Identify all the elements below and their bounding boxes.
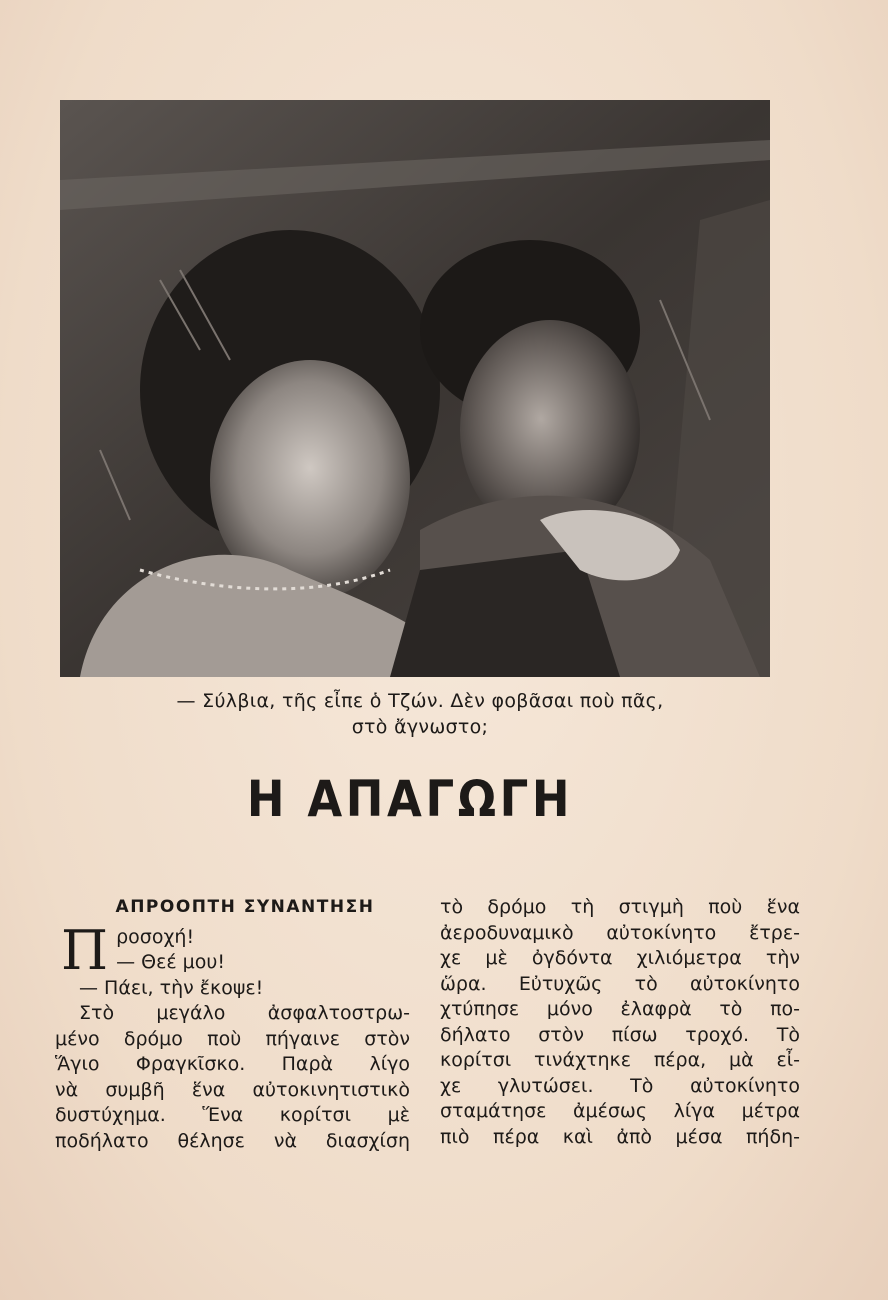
section-subheading: ΑΠΡΟΟΠΤΗ ΣΥΝΑΝΤΗΣΗ [115,897,375,917]
text-line: κορίτσι τινάχτηκε πέρα, μὰ εἶ- [440,1049,800,1071]
illustration-caption [100,688,740,740]
chapter-title: Η ΑΠΑΓΩΓΗ [246,770,574,828]
text-line: δυστύχημα. Ἕνα κορίτσι μὲ [55,1104,410,1126]
text-column-right [440,895,800,1150]
text-line: — Πάει, τὴν ἔκοψε! [79,976,264,999]
text-line: χε γλυτώσει. Τὸ αὐτοκίνητο [440,1074,800,1097]
text-line: τὸ δρόμο τὴ στιγμὴ ποὺ ἕνα [440,896,800,918]
text-line: ὥρα. Εὐτυχῶς τὸ αὐτοκίνητο [440,972,800,995]
text-line: ἀεροδυναμικὸ αὐτοκίνητο ἔτρε- [440,921,800,944]
text-line: δήλατο στὸν πίσω τροχό. Τὸ [440,1023,800,1046]
story-illustration [60,100,770,677]
text-line: μένο δρόμο ποὺ πήγαινε στὸν [55,1027,410,1050]
drop-cap: Π [61,918,109,982]
caption-line: — Σύλβια, τῆς εἶπε ὁ Τζών. Δὲν φοβᾶσαι ποὺ πᾶς, [176,690,664,712]
text-line: Ἅγιο Φραγκῖσκο. Παρὰ λίγο [55,1053,410,1075]
text-line: χτύπησε μόνο ἐλαφρὰ τὸ πο- [440,998,800,1020]
text-line: χε μὲ ὀγδόντα χιλιόμετρα τὴν [440,947,800,969]
text-line: ροσοχή! [116,925,195,948]
text-line: πιὸ πέρα καὶ ἀπὸ μέσα πήδη- [440,1125,800,1148]
text-line: Στὸ μεγάλο ἀσφαλτοστρω- [79,1002,410,1024]
text-line: ποδήλατο θέλησε νὰ διασχίση [55,1129,410,1152]
text-line: — Θεέ μου! [116,951,225,973]
caption-line: στὸ ἄγνωστο; [351,716,489,738]
text-line: νὰ συμβῆ ἕνα αὐτοκινητιστικὸ [55,1078,410,1101]
text-line: σταμάτησε ἀμέσως λίγα μέτρα [440,1100,800,1122]
text-column-left [55,895,410,1154]
